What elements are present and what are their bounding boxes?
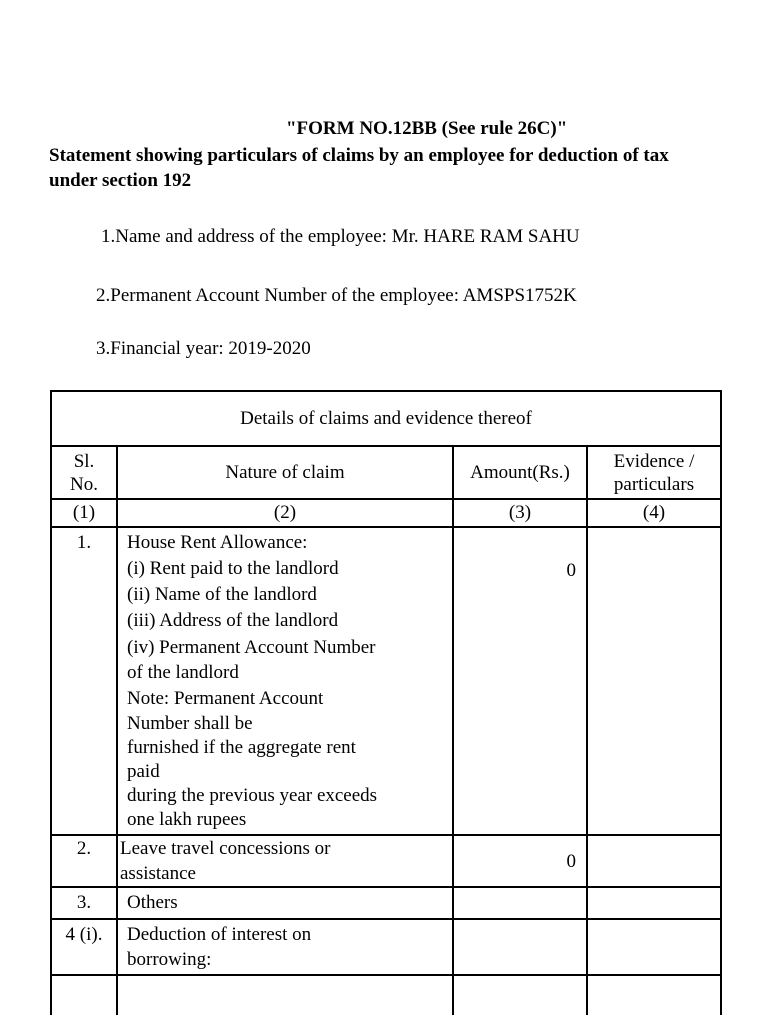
form-title: "FORM NO.12BB (See rule 26C)" [286,118,568,139]
table-caption: Details of claims and evidence thereof [51,391,721,446]
row-sl-no: 4 (i). [51,919,117,975]
hra-line: (ii) Name of the landlord [127,584,317,605]
claim-line: Leave travel concessions or [120,838,331,859]
header-evidence [587,446,721,499]
claim-line: Deduction of interest on [127,924,312,945]
row-amount [453,887,587,919]
claim-line: borrowing: [127,949,212,970]
header-sl-line-1: Sl. [73,450,95,472]
claims-table [50,390,722,1015]
hra-note-line: Note: Permanent Account [127,688,324,709]
col-number-2: (2) [117,499,453,527]
table-row [51,919,721,975]
hra-note-line: paid [127,761,160,782]
row-amount [453,919,587,975]
hra-note-line: furnished if the aggregate rent [127,737,356,758]
row-claim-cell [117,527,453,835]
table-row [51,835,721,887]
hra-line: (i) Rent paid to the landlord [127,558,339,579]
header-amount: Amount(Rs.) [453,446,587,499]
row-evidence [587,887,721,919]
hra-line: (iv) Permanent Account Number [127,637,376,658]
hra-note-line: during the previous year exceeds [127,785,378,806]
row-claim-cell [117,919,453,975]
row-evidence [587,835,721,887]
header-evidence-line-2: particulars [613,473,695,495]
col-number-3: (3) [453,499,587,527]
claim-line: assistance [120,863,196,884]
employee-name-field: 1.Name and address of the employee: Mr. HARE RAM SAHU [101,226,580,247]
hra-line: of the landlord [127,662,239,683]
header-evidence-line-1: Evidence / [613,450,695,472]
col-number-4: (4) [587,499,721,527]
financial-year-field: 3.Financial year: 2019-2020 [96,338,311,359]
row-sl-no: 1. [51,527,117,835]
header-nature-of-claim: Nature of claim [117,446,453,499]
hra-line: (iii) Address of the landlord [127,610,339,631]
hra-note-line: Number shall be [127,713,253,734]
row-sl-no: 2. [51,835,117,887]
header-sl-no [51,446,117,499]
row-evidence [587,527,721,835]
row-claim-cell [117,887,453,919]
claim-line: Others [127,892,178,913]
hra-note-line: one lakh rupees [127,809,247,830]
row-amount: 0 [453,835,587,887]
table-row [51,527,721,835]
row-amount: 0 [453,527,587,835]
statement-heading: Statement showing particulars of claims by an employee for deduction of tax under section 192 [49,145,669,191]
table-row [51,887,721,919]
header-sl-line-2: No. [70,473,98,495]
col-number-1: (1) [51,499,117,527]
table-row-partial [51,975,721,1015]
hra-line: House Rent Allowance: [127,532,308,553]
employee-pan-field: 2.Permanent Account Number of the employee: AMSPS1752K [96,285,577,306]
row-sl-no: 3. [51,887,117,919]
row-claim-cell [117,835,453,887]
row-evidence [587,919,721,975]
